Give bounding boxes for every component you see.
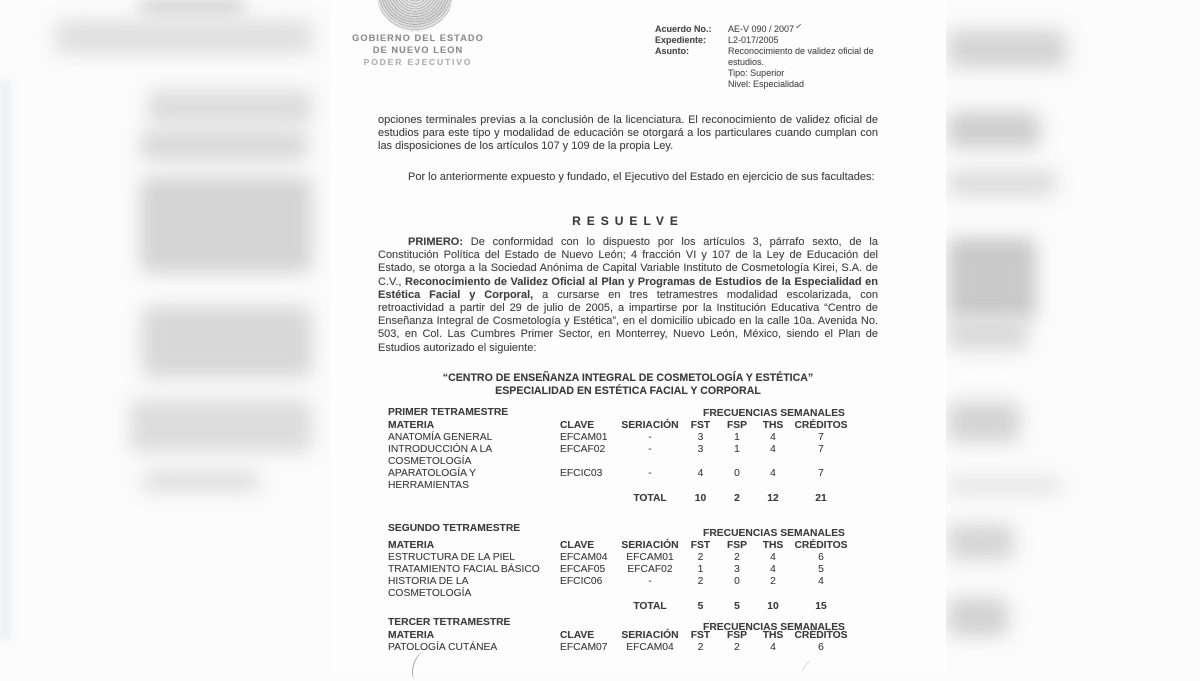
table-tercer-tetramestre	[388, 617, 858, 654]
agency-line: GOBIERNO DEL ESTADO	[352, 33, 484, 43]
cell-frequency: 3	[697, 432, 704, 443]
column-header: CRÉDITOS	[794, 540, 848, 551]
cell-empty	[560, 601, 618, 613]
column-header: MATERIA	[388, 630, 435, 641]
state-seal-icon	[377, 0, 453, 32]
column-header: SERIACIÓN	[621, 630, 679, 641]
materia-line: TRATAMIENTO FACIAL BÁSICO	[388, 564, 540, 575]
table-row	[388, 642, 858, 654]
blurred-text-block	[148, 90, 312, 124]
table-header-row	[388, 540, 858, 552]
total-label: TOTAL	[633, 601, 667, 612]
cell-frequency: 4	[697, 468, 704, 479]
blurred-text-block	[948, 524, 1014, 560]
cell-materia	[388, 468, 560, 492]
cell-materia	[388, 444, 560, 468]
cell-frequency: 7	[818, 468, 824, 479]
cell-clave: EFCIC06	[560, 576, 603, 587]
materia-line: ANATOMÍA GENERAL	[388, 432, 493, 443]
materia-line: PATOLOGÍA CUTÁNEA	[388, 642, 498, 653]
table-frequencies-header: FRECUENCIAS SEMANALES	[703, 408, 845, 419]
cell-clave: EFCAM01	[560, 432, 608, 443]
cell-seriacion: -	[648, 468, 652, 479]
paragraph-intro: opciones terminales previas a la conclusión de la licenciatura. El reconocimiento de validez oficial de estudios para este tipo y modalidad de educación se otorgará a los particulares cuando cumplan con las disposiciones de los artículos 107 y 109 de la propia Ley.	[378, 114, 878, 153]
text-segment: De conformidad con lo dispuesto por los artículos 3, párrafo sexto, de la Constitución Política del Estado de Nuevo León; 4 fracción VI y 107 de la Ley de Educación del Estado, se otorga a la Sociedad Anónima de Capital Variable Instituto de Cosmetología Kirei, S.A. de C.V.,	[378, 236, 878, 288]
table-title-row	[388, 523, 858, 540]
total-label: TOTAL	[633, 493, 667, 504]
background-edge-tint	[0, 80, 10, 640]
plan-heading-line1: “CENTRO DE ENSEÑANZA INTEGRAL DE COSMETOLOGÍA Y ESTÉTICA”	[442, 372, 814, 384]
table-title: PRIMER TETRAMESTRE	[388, 407, 509, 418]
column-header: CLAVE	[560, 540, 595, 551]
table-row	[388, 432, 858, 444]
scan-artifact-mark	[802, 661, 810, 671]
cell-frequency: 4	[770, 564, 776, 575]
blurred-text-block	[948, 598, 1008, 636]
cell-frequency: 4	[818, 576, 824, 587]
cell-frequency: 6	[818, 552, 824, 563]
blurred-text-block	[140, 177, 312, 273]
blurred-text-block	[948, 238, 1036, 320]
column-header: FSP	[726, 630, 748, 641]
column-header: FSP	[726, 420, 748, 431]
cell-frequency: 4	[770, 444, 776, 455]
materia-line: HISTORIA DE LA	[388, 576, 469, 587]
cell-seriacion: -	[648, 576, 652, 587]
cell-frequency: 4	[770, 552, 776, 563]
cell-materia	[388, 642, 560, 654]
text-segment: PRIMERO:	[408, 236, 471, 248]
cell-empty	[560, 493, 618, 505]
blurred-text-block	[948, 112, 1040, 148]
total-value: 10	[767, 601, 779, 612]
total-value: 5	[734, 601, 740, 612]
table-title-row	[388, 617, 858, 633]
column-header: FSP	[726, 540, 748, 551]
header-field-value-line: Reconocimiento de validez oficial de estudios.	[728, 46, 874, 67]
paragraph-expuesto: Por lo anteriormente expuesto y fundado, el Ejecutivo del Estado en ejercicio de sus facultades:	[408, 171, 875, 183]
table-frequencies-header: FRECUENCIAS SEMANALES	[703, 622, 845, 633]
table-segundo-tetramestre	[388, 523, 858, 613]
header-field-value: AE-V 090 / 2007✓	[728, 21, 803, 34]
table-total-row	[388, 601, 858, 613]
column-header: CRÉDITOS	[794, 630, 848, 641]
table-row	[388, 576, 858, 600]
cell-seriacion: EFCAM04	[626, 642, 674, 653]
table-title-row	[388, 407, 858, 420]
table-title: SEGUNDO TETRAMESTRE	[388, 523, 521, 534]
blurred-text-block	[140, 129, 308, 161]
agency-line: DE NUEVO LEON	[372, 45, 464, 55]
column-header: FST	[690, 420, 711, 431]
cell-frequency: 1	[734, 432, 740, 443]
materia-line: COSMETOLOGÍA	[388, 456, 472, 467]
paragraph-primero	[378, 236, 878, 355]
table-total-row	[388, 493, 858, 505]
cell-frequency: 2	[697, 552, 704, 563]
total-value: 10	[694, 493, 707, 504]
cell-materia	[388, 552, 560, 564]
cell-frequency: 7	[818, 444, 824, 455]
total-value: 12	[767, 493, 779, 504]
cell-seriacion: -	[648, 444, 652, 455]
cell-frequency: 3	[734, 564, 740, 575]
header-field-label: Acuerdo No.:	[655, 24, 712, 34]
cell-materia	[388, 432, 560, 444]
text-segment: Reconocimiento de Validez Oficial al Plan y Programas de Estudios de la Especialidad en Estética Facial y Corporal,	[378, 275, 879, 301]
blurred-text-block	[948, 318, 1028, 350]
cell-frequency: 4	[770, 468, 776, 479]
cell-frequency: 2	[734, 642, 740, 653]
cell-clave: EFCAF05	[560, 564, 606, 575]
table-title: TERCER TETRAMESTRE	[388, 617, 511, 628]
header-field-row	[655, 21, 895, 35]
table-frequencies-header: FRECUENCIAS SEMANALES	[703, 528, 845, 539]
column-header: MATERIA	[388, 540, 435, 551]
blurred-text-block	[142, 306, 312, 378]
table-primer-tetramestre	[388, 407, 858, 505]
table-row	[388, 444, 858, 468]
total-value: 2	[734, 493, 740, 504]
total-value: 21	[815, 493, 827, 504]
cell-frequency: 0	[734, 468, 740, 479]
blurred-text-block	[140, 0, 245, 14]
materia-line: APARATOLOGÍA Y	[388, 468, 476, 479]
cell-frequency: 0	[734, 576, 740, 587]
cell-empty	[388, 601, 560, 613]
cell-frequency: 4	[770, 432, 776, 443]
materia-line: HERRAMIENTAS	[388, 480, 470, 491]
table-row	[388, 552, 858, 564]
cell-frequency: 2	[770, 576, 776, 587]
agency-line: PODER EJECUTIVO	[363, 57, 473, 67]
cell-frequency: 1	[734, 444, 740, 455]
blurred-text-block	[948, 478, 1060, 494]
materia-line: INTRODUCCIÓN A LA	[388, 444, 493, 455]
acuerdo-block	[655, 21, 895, 90]
total-value: 5	[697, 601, 704, 612]
cell-clave: EFCAF02	[560, 444, 606, 455]
column-header: CRÉDITOS	[794, 420, 848, 431]
blurred-text-block	[948, 170, 1056, 196]
column-header: SERIACIÓN	[621, 420, 679, 431]
header-field-value	[728, 46, 892, 90]
pen-scribble-mark	[410, 651, 429, 681]
blurred-text-block	[142, 470, 260, 492]
header-field-row	[655, 46, 895, 90]
column-header: MATERIA	[388, 420, 435, 431]
column-header: FST	[690, 540, 711, 551]
cell-frequency: 2	[697, 642, 704, 653]
cell-frequency: 3	[697, 444, 704, 455]
cell-frequency: 2	[734, 552, 740, 563]
pen-checkmark: ✓	[794, 21, 803, 32]
table-header-row	[388, 420, 858, 432]
document-page	[330, 0, 946, 674]
table-row	[388, 468, 858, 492]
column-header: FST	[690, 630, 711, 641]
cell-frequency: 1	[697, 564, 704, 575]
cell-clave: EFCIC03	[560, 468, 603, 479]
header-field-value-line: Tipo: Superior	[728, 68, 785, 78]
column-header: SERIACIÓN	[621, 540, 679, 551]
cell-frequency: 5	[818, 564, 824, 575]
table-row	[388, 564, 858, 576]
total-value: 15	[815, 601, 827, 612]
header-field-value-line: Nivel: Especialidad	[728, 79, 805, 89]
cell-materia	[388, 564, 560, 576]
cell-seriacion: EFCAM01	[626, 552, 674, 563]
cell-frequency: 2	[697, 576, 704, 587]
cell-clave: EFCAM04	[560, 552, 608, 563]
cell-frequency: 6	[818, 642, 824, 653]
column-header: THS	[762, 420, 784, 431]
plan-heading	[378, 372, 878, 398]
column-header: THS	[762, 630, 784, 641]
header-field-value: L2-017/2005	[728, 35, 779, 45]
header-field-label: Asunto:	[655, 46, 689, 56]
cell-materia	[388, 576, 560, 600]
blurred-text-block	[130, 400, 312, 452]
cell-frequency: 4	[770, 642, 776, 653]
plan-heading-line2: ESPECIALIDAD EN ESTÉTICA FACIAL Y CORPORAL	[495, 385, 761, 397]
blurred-text-block	[948, 402, 1020, 442]
agency-letterhead	[340, 32, 496, 68]
blurred-text-block	[55, 20, 313, 54]
resuelve-heading: RESUELVE	[572, 214, 684, 228]
text-segment: a cursarse en tres tetramestres modalidad escolarizada, con retroactividad a partir del 29 de julio de 2005, a impartirse por la Institución Educativa “Centro de Enseñanza Integral de Cosmetología y Estética”, en el domicilio ubicado en la calle 10a. Avenida No. 503, en Col. Las Cumbres Primer Sector, en Monterrey, Nuevo León, México, siendo el Plan de Estudios autorizado el siguiente:	[378, 288, 878, 354]
cell-frequency: 7	[818, 432, 824, 443]
column-header: CLAVE	[560, 630, 595, 641]
cell-empty	[388, 493, 560, 505]
header-field-label: Expediente:	[655, 35, 707, 45]
materia-line: ESTRUCTURA DE LA PIEL	[388, 552, 516, 563]
header-field-row	[655, 35, 895, 46]
column-header: CLAVE	[560, 420, 595, 431]
cell-clave: EFCAM07	[560, 642, 608, 653]
cell-seriacion: EFCAF02	[627, 564, 673, 575]
column-header: THS	[762, 540, 784, 551]
blurred-text-block	[948, 30, 1066, 68]
materia-line: COSMETOLOGÍA	[388, 588, 472, 599]
cell-seriacion: -	[648, 432, 652, 443]
